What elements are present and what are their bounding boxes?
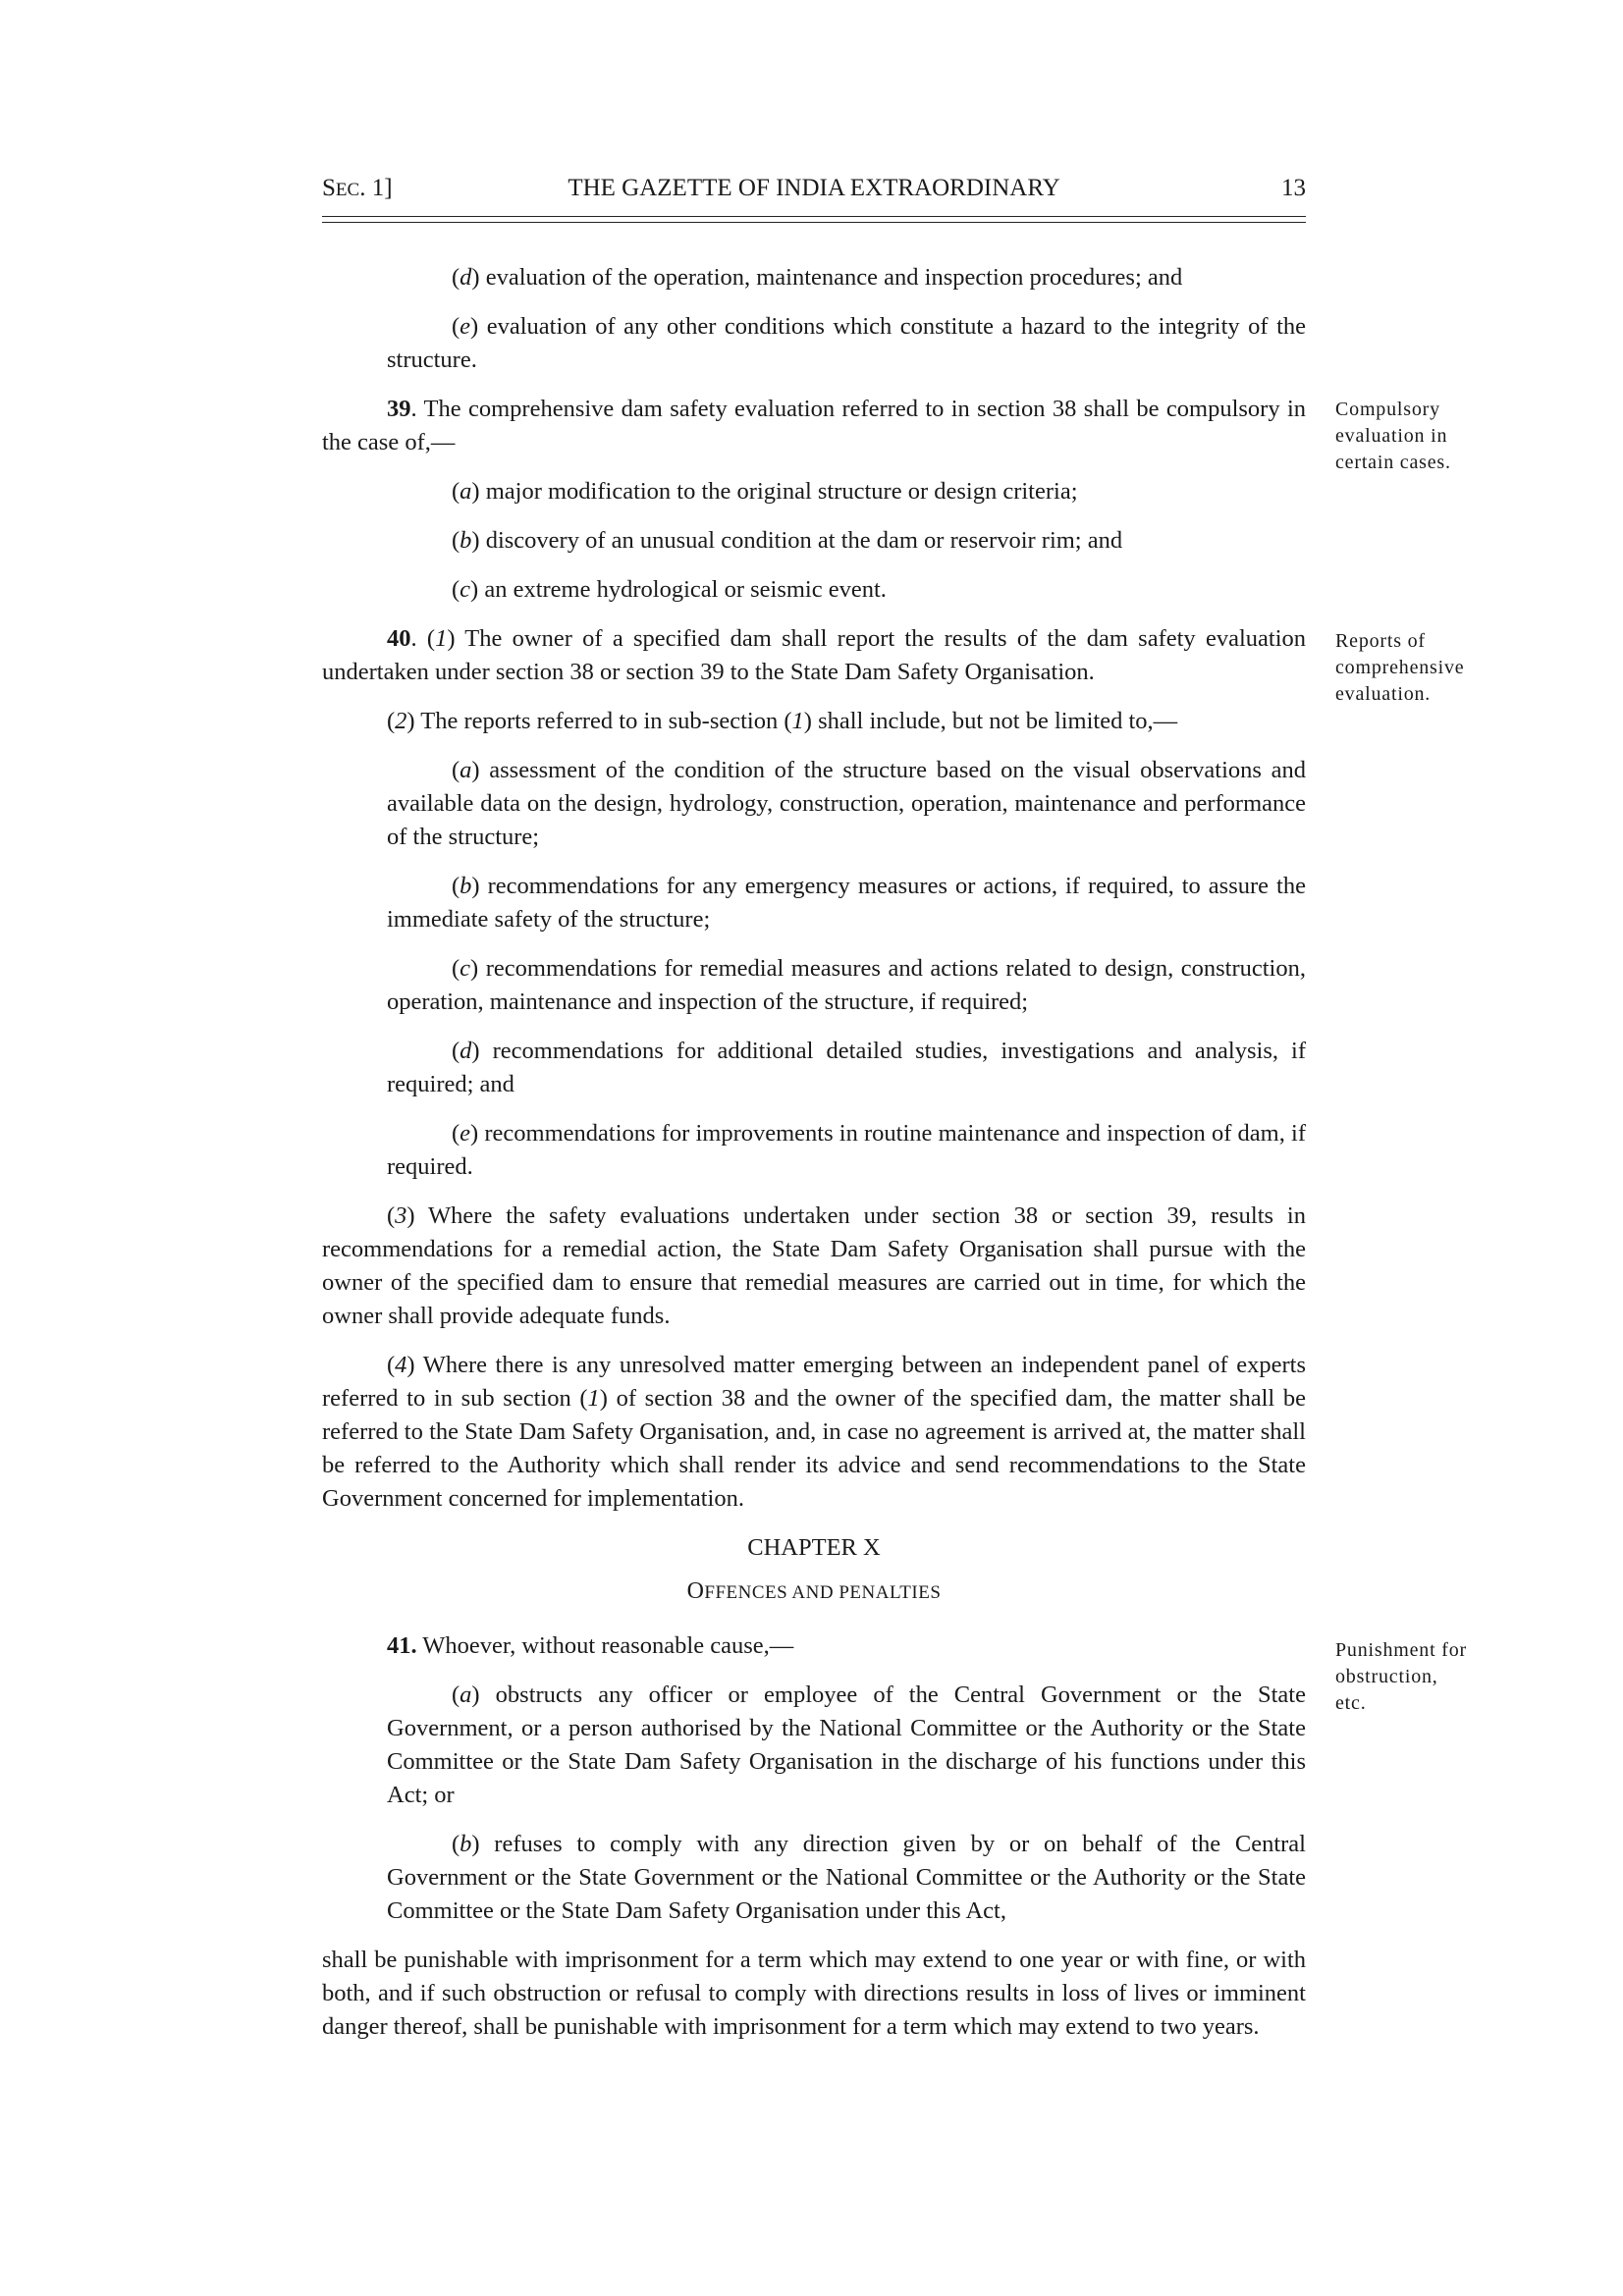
document-body — [322, 261, 1306, 2059]
section-40-2-clause-a: (a) assessment of the condition of the structure based on the visual observations and available data on the design, hydrology, construction, operation, maintenance and performance of the structure; — [387, 757, 1306, 850]
page-number: 13 — [1281, 175, 1306, 201]
section-41: 41. Whoever, without reasonable cause,— — [387, 1632, 794, 1659]
section-40-2-clause-b: (b) recommendations for any emergency measures or actions, if required, to assure the immediate safety of the structure; — [387, 873, 1306, 933]
header-rule-top — [322, 216, 1306, 217]
header-rule-bottom — [322, 222, 1306, 223]
section-39-clause-b: (b) discovery of an unusual condition at the dam or reservoir rim; and — [452, 527, 1123, 554]
section-41-clause-b: (b) refuses to comply with any direction given by or on behalf of the Central Government or the State Government or the National Committee or the Authority or the State Committee or the State Dam Safety Organisation under this Act, — [387, 1831, 1306, 1924]
section-39: 39. The comprehensive dam safety evaluation referred to in section 38 shall be compulsory in the case of,— — [322, 396, 1306, 455]
section-39-clause-a: (a) major modification to the original structure or design criteria; — [452, 478, 1078, 505]
section-40-subsection-2: (2) The reports referred to in sub-section (1) shall include, but not be limited to,— — [387, 708, 1178, 734]
section-40-2-clause-d: (d) recommendations for additional detailed studies, investigations and analysis, if required; and — [387, 1038, 1306, 1097]
section-marker: SEC. 1] — [322, 175, 393, 201]
section-41-clause-a: (a) obstructs any officer or employee of the Central Government or the State Government, or a person authorised by the National Committee or the Authority or the State Committee or the State Dam Safety Organisation in the discharge of his functions under this Act; or — [387, 1682, 1306, 1808]
chapter-subtitle: OFFENCES AND PENALTIES — [686, 1578, 942, 1604]
margin-note-reports-evaluation: Reports of comprehensive evaluation. — [1335, 630, 1465, 705]
section-40-2-clause-e: (e) recommendations for improvements in routine maintenance and inspection of dam, if required. — [387, 1120, 1306, 1180]
gazette-title: THE GAZETTE OF INDIA EXTRAORDINARY — [568, 175, 1060, 201]
margin-note-compulsory-evaluation: Compulsory evaluation in certain cases. — [1335, 399, 1451, 473]
margin-note-punishment-obstruction: Punishment for obstruction, etc. — [1335, 1639, 1467, 1714]
page-header — [322, 175, 1306, 214]
chapter-title: CHAPTER X — [747, 1534, 881, 1561]
section-40: 40. (1) The owner of a specified dam shall report the results of the dam safety evaluation undertaken under section 38 or section 39 to the State Dam Safety Organisation. — [322, 625, 1306, 685]
section-40-2-clause-c: (c) recommendations for remedial measures and actions related to design, construction, operation, maintenance and inspection of the structure, if required; — [387, 955, 1306, 1015]
section-40-subsection-4: (4) Where there is any unresolved matter emerging between an independent panel of experts referred to in sub section (1) of section 38 and the owner of the specified dam, the matter shall be referred to the State Dam Safety Organisation, and, in case no agreement is arrived at, the matter shall be referred to the Authority which shall render its advice and send recommendations to the State Government concerned for implementation. — [322, 1352, 1306, 1512]
section-41-penalty: shall be punishable with imprisonment for a term which may extend to one year or with fine, or with both, and if such obstruction or refusal to comply with directions results in loss of lives or imminent danger thereof, shall be punishable with imprisonment for a term which may extend to two years. — [322, 1947, 1306, 2040]
section-39-clause-c: (c) an extreme hydrological or seismic event. — [452, 576, 887, 603]
clause-d-evaluation: (d) evaluation of the operation, maintenance and inspection procedures; and — [452, 264, 1183, 291]
section-40-subsection-3: (3) Where the safety evaluations undertaken under section 38 or section 39, results in recommendations for a remedial action, the State Dam Safety Organisation shall pursue with the owner of the specified dam to ensure that remedial measures are carried out in time, for which the owner shall provide adequate funds. — [322, 1202, 1306, 1329]
clause-e-evaluation: (e) evaluation of any other conditions which constitute a hazard to the integrity of the structure. — [387, 313, 1306, 373]
